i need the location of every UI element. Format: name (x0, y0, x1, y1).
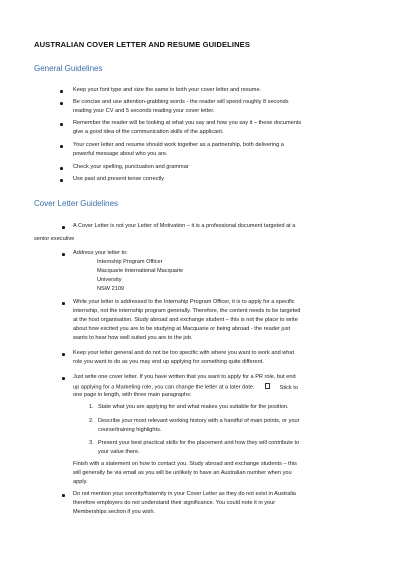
numbered-item-3-number: 3. (89, 440, 94, 446)
numbered-item-1-number: 1. (89, 404, 94, 410)
general-bullet-3-line-2: give a good idea of the communication skills of the applicant. (73, 129, 224, 135)
general-bullet-1: Keep your font type and size the same in both your cover letter and resume. (73, 87, 262, 93)
cover-bullet-1-line-2: senior executive (34, 236, 75, 242)
bullet-icon (60, 167, 63, 170)
general-bullet-4-line-1: Your cover letter and resume should work together as a partnership, both delivering a (73, 142, 284, 148)
address-line-3: University (97, 277, 122, 283)
cover-bullet-3-line-1: While your letter is addressed to the Internship Program Officer, it is to apply for a specific (73, 299, 295, 305)
general-bullet-4-line-2: powerful message about who you are. (73, 151, 168, 157)
bullet-icon (62, 226, 65, 229)
cover-bullet-4-line-2: role you want to do as you may end up applying for something quite different. (73, 359, 264, 365)
bullet-icon (60, 145, 63, 148)
cover-bullet-6-line-3: Memberships section if you wish. (73, 509, 156, 515)
bullet-icon (62, 253, 65, 256)
bullet-icon (60, 90, 63, 93)
cover-bullet-3-line-4: about how excited you are to be studying at Macquarie or being abroad - the reader just (73, 326, 291, 332)
numbered-item-2-number: 2. (89, 418, 94, 424)
bullet-icon (62, 377, 65, 380)
general-guidelines-heading: General Guidelines (34, 64, 103, 73)
cover-bullet-3-line-5: wants to hear how well suited you are to the job. (73, 335, 193, 341)
cover-bullet-5-stick-text: Stick to (279, 384, 298, 391)
bullet-icon (62, 302, 65, 305)
cover-letter-guidelines-heading: Cover Letter Guidelines (34, 199, 119, 208)
cover-bullet-3-line-3: at the host organisation. Study abroad and exchange student – this is not the place to write (73, 317, 298, 323)
bullet-icon (60, 179, 63, 182)
cover-bullet-6-line-1: Do not mention your sorority/fraternity in your Cover Letter as they do not exist in Australia (73, 491, 296, 497)
general-bullet-3-line-1: Remember the reader will be looking at what you say and how you say it – these documents (73, 120, 302, 126)
bullet-icon (60, 123, 63, 126)
numbered-item-1: State what you are applying for and what makes you suitable for the position. (98, 404, 289, 410)
finish-line-3: apply. (73, 479, 88, 485)
general-bullet-6: Use past and present tense correctly (73, 176, 165, 182)
placeholder-glyph-icon (265, 383, 270, 389)
address-line-2: Macquarie International Macquarie (97, 268, 184, 274)
bullet-icon (60, 102, 63, 105)
numbered-item-2-line-1: Describe your most relevant working history with a handful of main points, or your (98, 418, 300, 424)
numbered-item-3-line-2: your value there. (98, 449, 140, 455)
cover-bullet-5-line-3: one page in length, with three main paragraphs: (73, 392, 192, 398)
numbered-item-3-line-1: Present your best practical skills for the placement and how they will contribute to (98, 440, 300, 446)
cover-bullet-1-line-1: A Cover Letter is not your Letter of Motivation – it is a professional document targeted at a (73, 223, 296, 229)
cover-bullet-5-line-2 (73, 383, 298, 392)
general-bullet-2-line-1: Be concise and use attention-grabbing words - the reader will spend roughly 8 seconds (73, 99, 289, 105)
cover-bullet-3-line-2: internship, not the internship program generally. Therefore, the content needs to be targeted (73, 308, 301, 314)
cover-bullet-6-line-2: therefore employers do not understand their significance. You could note it in your (73, 500, 276, 506)
cover-bullet-2: Address your letter to: (73, 250, 128, 256)
numbered-item-2-line-2: course/training highlights. (98, 427, 162, 433)
bullet-icon (62, 494, 65, 497)
general-bullet-2-line-2: reading your CV and 5 seconds reading your cover letter. (73, 108, 215, 114)
cover-bullet-5-line-2-text: up applying for a Marketing role, you can change the letter at a later date. (73, 384, 255, 391)
cover-bullet-4-line-1: Keep your letter general and do not be too specific with where you want to work and what (73, 350, 295, 356)
cover-bullet-5-line-1: Just write one cover letter. If you have written that you want to apply for a PR role, but end (73, 374, 296, 380)
page-title: AUSTRALIAN COVER LETTER AND RESUME GUIDELINES (34, 40, 251, 49)
address-line-4: NSW 2109 (97, 286, 125, 292)
finish-line-1: Finish with a statement on how to contact you. Study abroad and exchange students – this (73, 461, 297, 467)
general-bullet-5: Check your spelling, punctuation and grammar (73, 164, 189, 170)
address-line-1: Internship Program Officer (97, 259, 163, 265)
finish-line-2: will generally be via email as you will be unlikely to have an Australian number when you (73, 470, 292, 476)
bullet-icon (62, 353, 65, 356)
